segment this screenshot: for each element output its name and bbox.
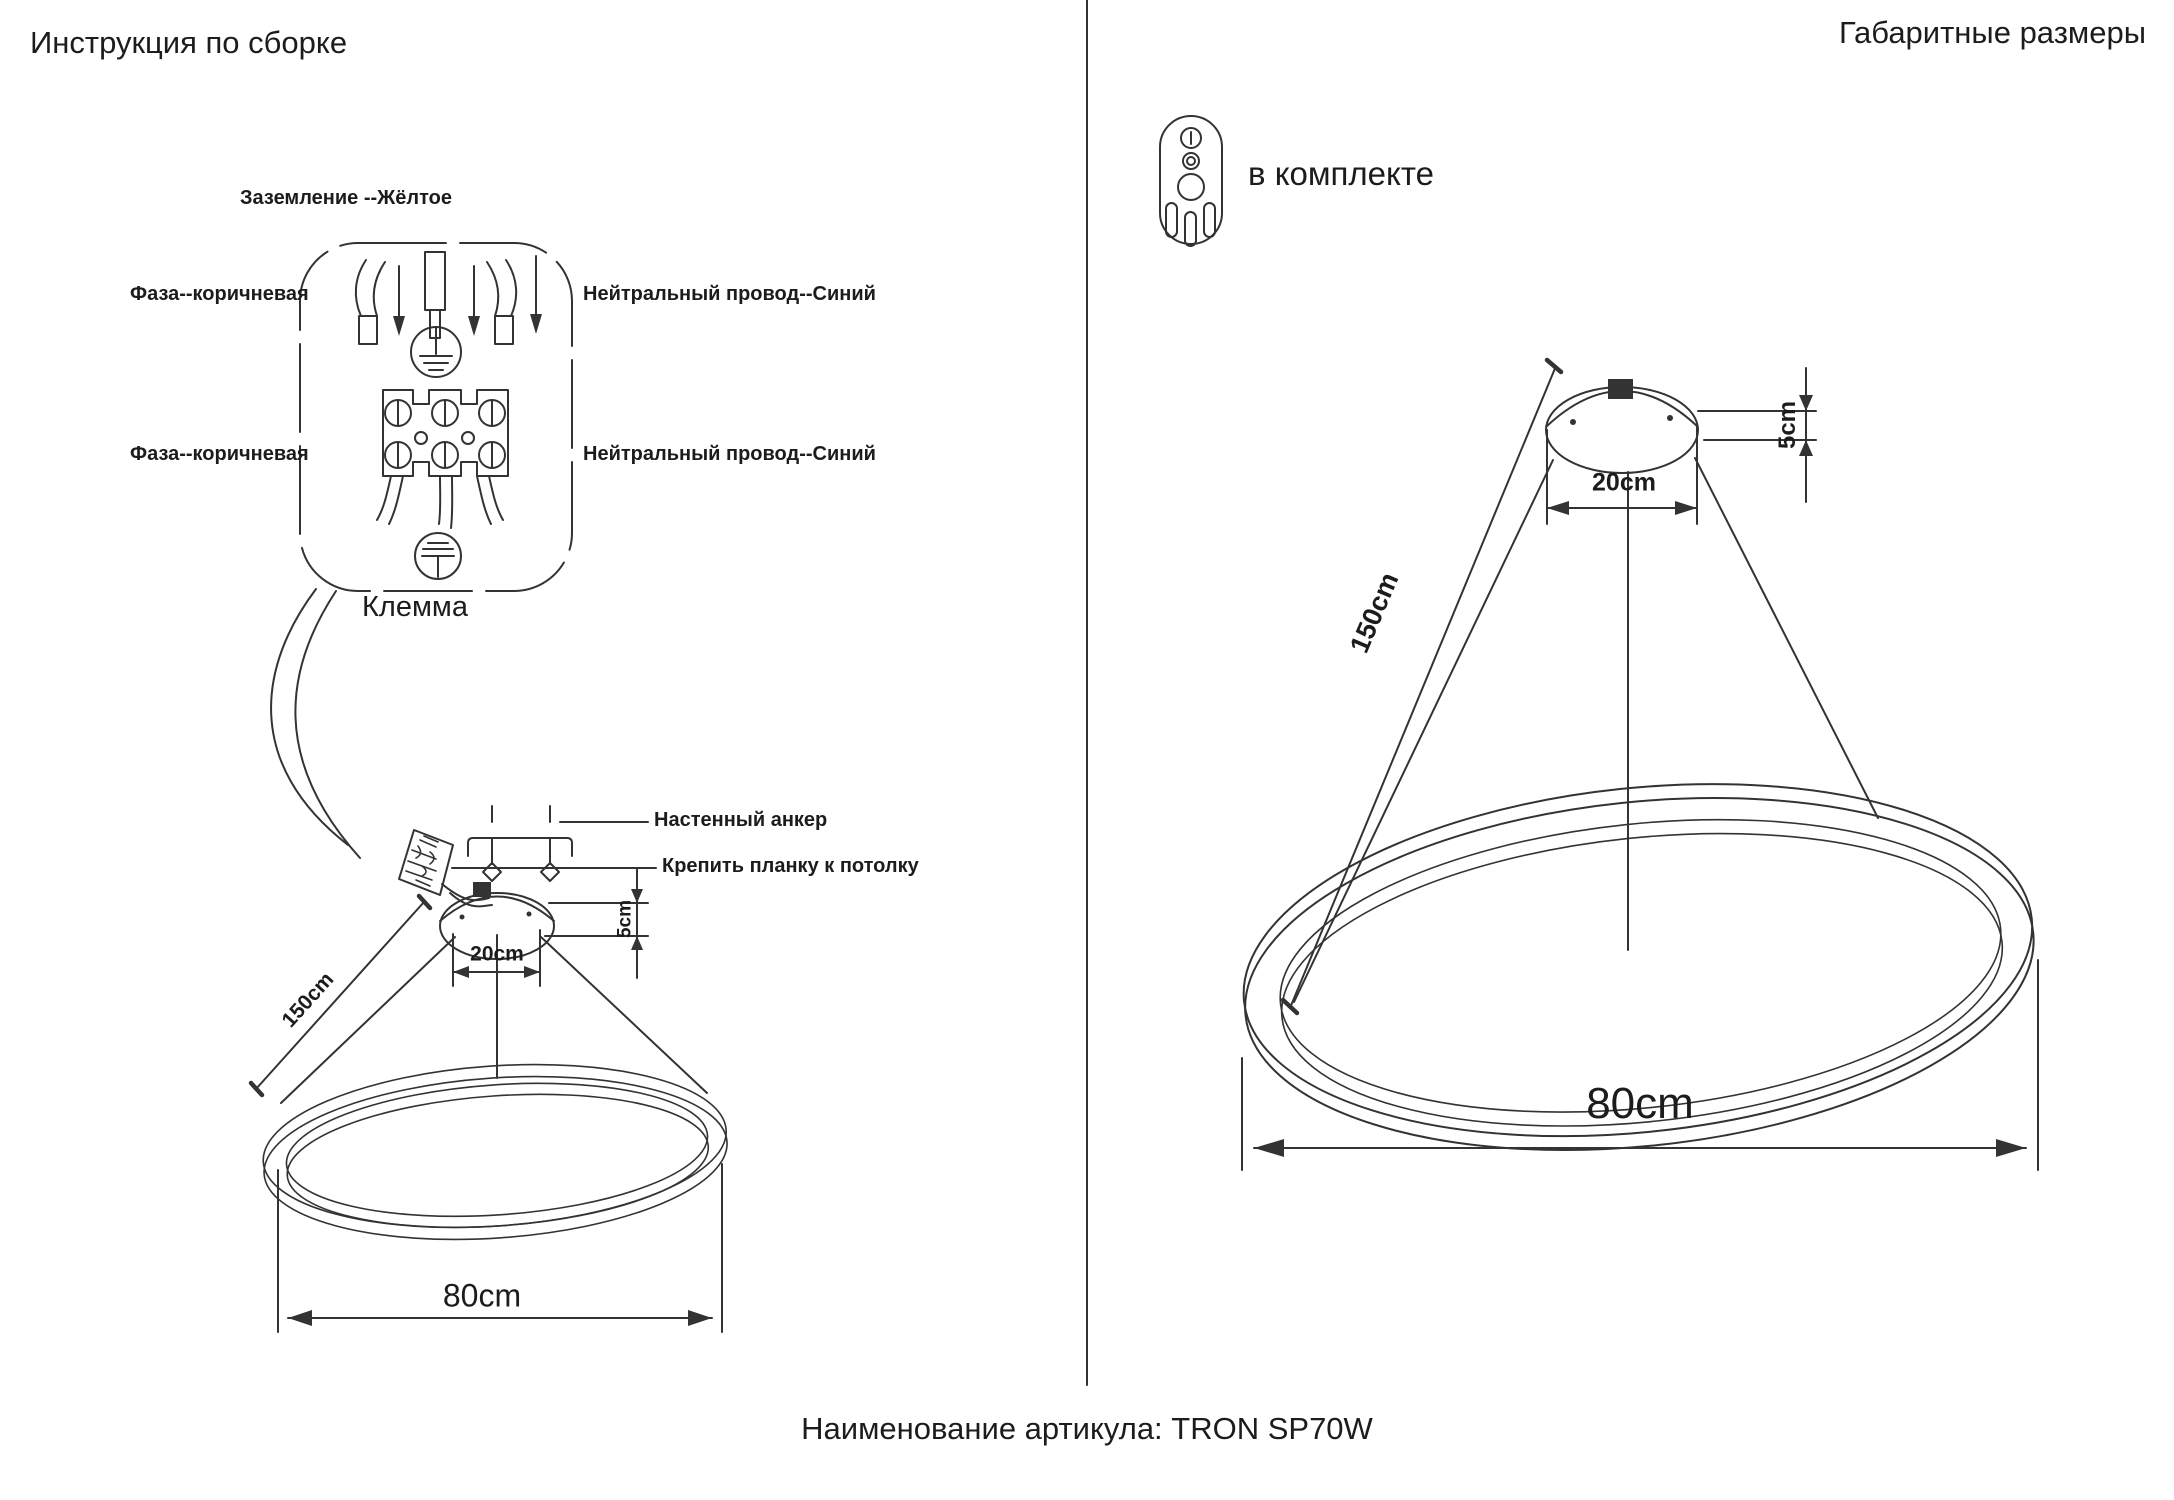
page-title-right: Габаритные размеры <box>1838 15 2146 50</box>
earth-icon-bottom <box>415 533 461 579</box>
dim-80cm-right <box>1242 960 2038 1170</box>
label-terminal-block: Клемма <box>362 591 468 623</box>
label-neutral-wire-top: Нейтральный провод--Синий <box>583 283 876 305</box>
supply-cable <box>271 589 492 906</box>
label-phase-wire-top: Фаза--коричневая <box>130 283 309 305</box>
label-wall-anchor: Настенный анкер <box>654 809 828 831</box>
dim-label-20cm-right: 20cm <box>1592 468 1656 497</box>
callout-leader-lines <box>452 822 656 868</box>
dim-150cm-right <box>1283 360 1561 1013</box>
label-remote-included: в комплекте <box>1248 155 1434 192</box>
label-phase-wire-bottom: Фаза--коричневая <box>130 443 309 465</box>
dim-label-150cm-right: 150cm <box>1343 568 1405 658</box>
dim-label-80cm-right: 80cm <box>1586 1078 1694 1128</box>
page-title-left: Инструкция по сборке <box>30 25 348 60</box>
dim-150cm-left <box>251 896 430 1095</box>
earth-icon-top <box>411 327 461 377</box>
led-ring-left <box>258 1050 733 1254</box>
ceiling-bracket <box>468 806 572 881</box>
suspension-wires-right <box>1294 458 1878 1002</box>
label-ceiling-bracket: Крепить планку к потолку <box>662 855 919 877</box>
article-name: Наименование артикула: TRON SP70W <box>801 1411 1373 1446</box>
dim-label-150cm-left: 150cm <box>277 967 339 1032</box>
remote-control-icon <box>1160 116 1222 246</box>
dim-label-5cm-left: 5cm <box>614 899 636 939</box>
label-ground-wire: Заземление --Жёлтое <box>240 187 452 209</box>
terminal-block <box>383 390 508 476</box>
label-neutral-wire-bottom: Нейтральный провод--Синий <box>583 443 876 465</box>
wires-bottom <box>377 476 503 528</box>
terminal-cover-outline <box>300 243 572 591</box>
dim-label-80cm-left: 80cm <box>442 1277 522 1314</box>
canopy-right <box>1546 379 1698 473</box>
dim-label-5cm-right: 5cm <box>1773 400 1801 450</box>
dim-label-20cm-left: 20cm <box>470 942 524 966</box>
